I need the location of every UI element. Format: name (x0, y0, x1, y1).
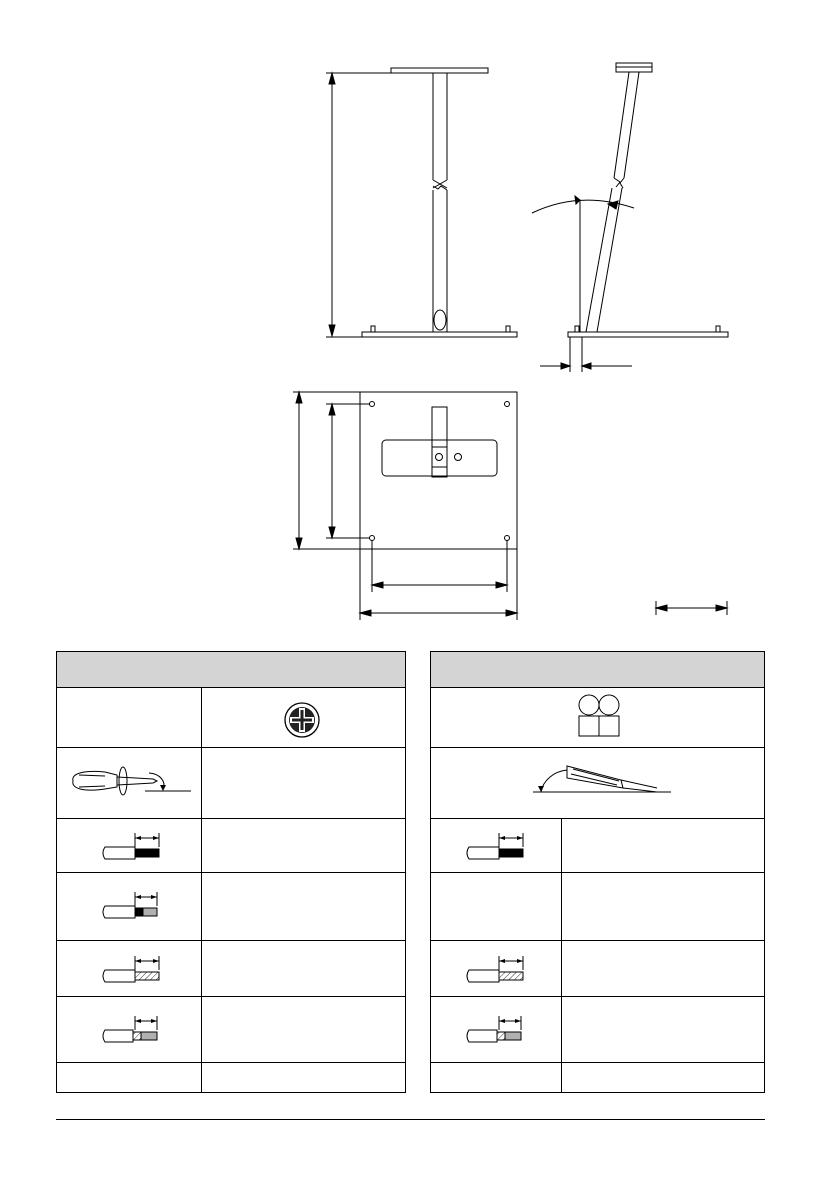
wire-strip-solid-icon-right (461, 825, 541, 865)
wire-strip-stranded-ferrule-icon (97, 1008, 177, 1048)
phillips-screw-icon (282, 700, 322, 740)
wire-strip-stranded-ferrule-icon-right (461, 1008, 541, 1048)
left-terminal-table (56, 651, 406, 1093)
dimension-marker (656, 601, 727, 615)
stand-tilt-view (532, 63, 728, 372)
right-terminal-table (430, 651, 765, 1093)
terminal-symbol-icon (576, 692, 622, 742)
wire-strip-solid-icon (97, 825, 177, 865)
left-table-header (57, 652, 405, 688)
wire-strip-ferrule-icon (97, 884, 177, 924)
base-plate-top-view (293, 392, 517, 620)
wire-strip-stranded-icon (97, 948, 177, 988)
screwdriver-rotate-icon (65, 755, 195, 805)
footer-rule (56, 1119, 765, 1120)
right-table-header (431, 652, 764, 688)
stand-front-view (326, 68, 517, 337)
wire-strip-stranded-icon-right (461, 948, 541, 988)
screwdriver-flat-icon (531, 760, 681, 800)
